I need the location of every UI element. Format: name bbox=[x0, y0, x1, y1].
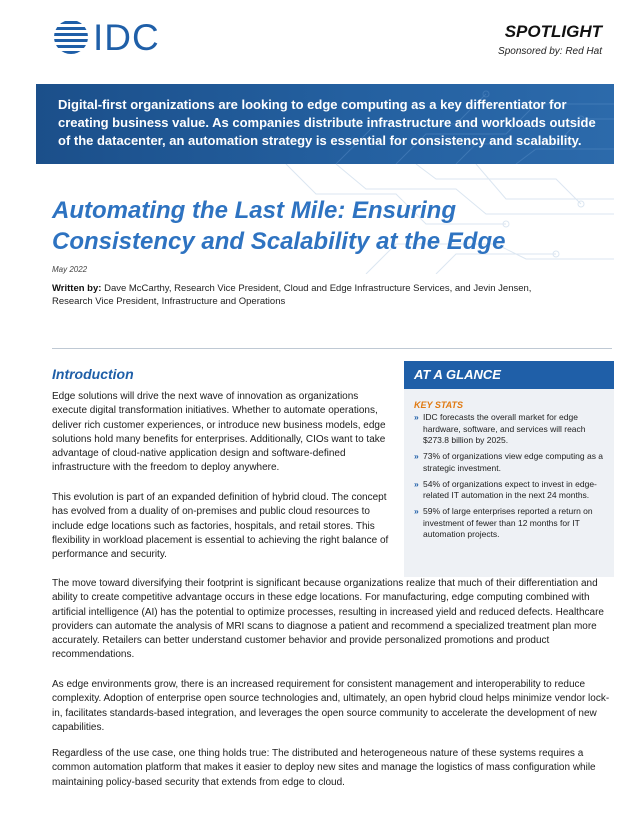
sponsor-text: Sponsored by: Red Hat bbox=[498, 46, 602, 57]
intro-paragraph-3: The move toward diversifying their footprint is significant because organizations realize that much of their differentiation and ability to create competitive advantage occurs in these edge locations. For manufacturing, edge computing combined with artificial intelligence (AI) has the potential to optimize processes, resulting in increased yield and reduced defects. Healthcare providers can automate the analysis of MRI scans to diagnose a patient and recommend a specialized treatment plan more accurately. Retailers can better understand customer behavior and provide personalized promotions and product recommendations. bbox=[52, 578, 604, 661]
divider bbox=[52, 348, 612, 349]
globe-icon bbox=[52, 18, 90, 56]
authors-label: Written by: bbox=[52, 283, 102, 294]
title-line-2: Consistency and Scalability at the Edge bbox=[52, 228, 506, 255]
intro-paragraph-5: Regardless of the use case, one thing holds true: The distributed and heterogeneous nature of these systems requires a common automation platform that makes it easier to deploy new sites and manage the logistics of mass configuration while maintaining policy-based security that extends from edge to cloud. bbox=[52, 748, 596, 788]
introduction-heading: Introduction bbox=[52, 366, 134, 382]
intro-banner bbox=[36, 84, 614, 164]
key-stat-item: » IDC forecasts the overall market for edge hardware, software, and services will reach $273.8 billion by 2025. bbox=[414, 412, 608, 447]
logo-text: IDC bbox=[93, 16, 160, 58]
key-stat-item: » 59% of large enterprises reported a return on investment of fewer than 12 months for IT automation projects. bbox=[414, 506, 608, 541]
key-stat-item: » 54% of organizations expect to invest in edge-related IT automation in the next 24 months. bbox=[414, 479, 608, 502]
key-stat-item: » 73% of organizations view edge computing as a strategic investment. bbox=[414, 451, 608, 474]
title-line-1: Automating the Last Mile: Ensuring bbox=[52, 197, 457, 224]
key-stats-title: KEY STATS bbox=[414, 400, 464, 410]
at-a-glance-box bbox=[404, 361, 614, 577]
at-a-glance-heading: AT A GLANCE bbox=[404, 361, 614, 389]
banner-text: Digital-first organizations are looking to edge computing as a key differentiator for creating business value. As companies distribute infrastructure and workloads outside of the datacenter, an automation strategy is essential for consistency and scalability. bbox=[58, 97, 596, 148]
intro-paragraph-2: This evolution is part of an expanded definition of hybrid cloud. The concept has evolved from a duality of on-premises and public cloud resources to include edge locations such as factories, hospitals, and retail stores. This flexibility in workload placement is essential to achieving the right balance of performance and security. bbox=[52, 492, 389, 561]
spotlight-label: SPOTLIGHT bbox=[504, 22, 602, 41]
page-title bbox=[52, 195, 612, 257]
authors-text: Dave McCarthy, Research Vice President, Cloud and Edge Infrastructure Services, and Jevin Jensen, Research Vice President, Infrastructure and Operations bbox=[52, 283, 532, 307]
key-stats-list bbox=[404, 412, 614, 541]
intro-paragraph-4: As edge environments grow, there is an increased requirement for consistent management and interoperability to reduce complexity. Adoption of enterprise open source technologies and, ultimately, an open hybrid cloud helps minimize vendor lock-in, facilitates standards-based integration, and leverages the open source community to accelerate the development of new capabilities. bbox=[52, 679, 610, 733]
publication-date: May 2022 bbox=[52, 265, 88, 274]
spotlight-block bbox=[498, 22, 602, 57]
authors bbox=[52, 282, 552, 308]
idc-logo bbox=[52, 18, 160, 56]
intro-paragraph-1: Edge solutions will drive the next wave of innovation as organizations execute digital transformation initiatives. Whether to automate operations, deliver rich customer experiences, or introduce new business models, edge solutions hold many benefits for enterprises. Additionally, CIOs want to take advantage of cloud-native application design and software-defined infrastructure with the freedom to deploy anywhere. bbox=[52, 391, 386, 474]
